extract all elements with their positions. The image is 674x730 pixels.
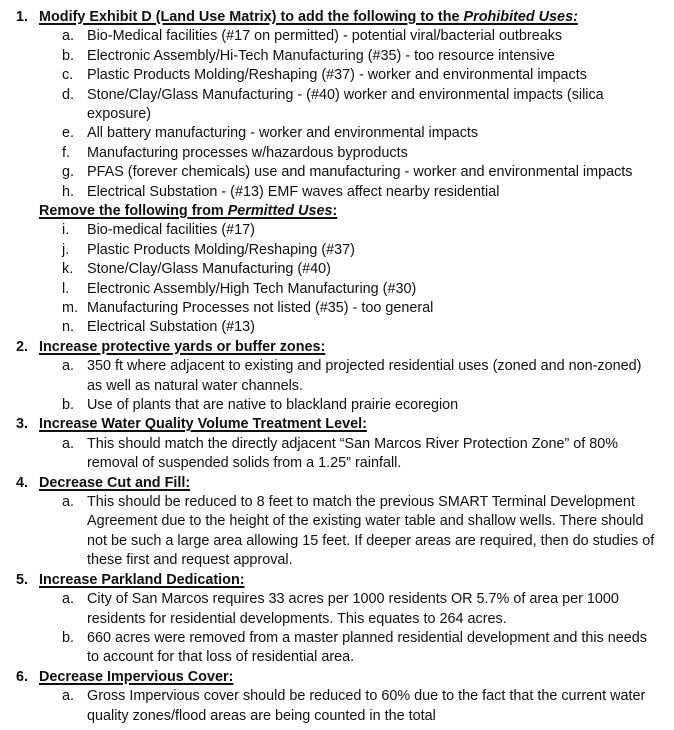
item-text: Stone/Clay/Glass Manufacturing - (#40) worker and environmental impacts (silica exposure): [87, 86, 604, 123]
subsection-heading: [0, 202, 674, 221]
list-item: [0, 260, 674, 279]
section-heading: [0, 474, 674, 493]
section-heading: [0, 415, 674, 434]
item-text: All battery manufacturing - worker and environmental impacts: [87, 125, 479, 142]
list-item: [0, 86, 674, 125]
section-heading: [0, 338, 674, 357]
list-item: [0, 27, 674, 46]
item-text: Electrical Substation - (#13) EMF waves affect nearby residential: [87, 183, 500, 200]
list-item: [0, 241, 674, 260]
list-item: [0, 144, 674, 163]
list-item: [0, 396, 674, 415]
item-text: Plastic Products Molding/Reshaping (#37) - worker and environmental impacts: [87, 67, 587, 84]
section-title: Increase protective yards or buffer zones:: [39, 338, 326, 355]
section-number: 4.: [16, 474, 29, 491]
item-label: k.: [62, 261, 74, 278]
section-title: [39, 8, 578, 27]
section-4: [0, 474, 674, 571]
item-label: h.: [62, 183, 75, 200]
item-label: a.: [62, 358, 75, 375]
list-item: [0, 163, 674, 182]
section-6: [0, 668, 674, 726]
item-label: d.: [62, 86, 75, 103]
item-label: a.: [62, 435, 75, 452]
item-label: f.: [62, 144, 70, 161]
subsection-title-italic: Permitted Uses: [227, 203, 333, 220]
item-text: Electrical Substation (#13): [87, 319, 255, 336]
item-text: Manufacturing Processes not listed (#35) - too general: [87, 300, 434, 317]
section-number: 2.: [16, 338, 29, 355]
section-number: 3.: [16, 416, 29, 433]
item-text: Manufacturing processes w/hazardous byproducts: [87, 144, 408, 161]
item-label: a.: [62, 28, 75, 45]
section-title-italic: Prohibited Uses:: [463, 9, 578, 25]
item-label: a.: [62, 688, 75, 705]
list-item: [0, 280, 674, 299]
item-text: 350 ft where adjacent to existing and projected residential uses (zoned and non-zoned) as well as natural water channels.: [87, 358, 642, 394]
item-text: Gross Impervious cover should be reduced to 60% due to the fact that the current water quality zones/flood areas are being counted in the total: [87, 688, 646, 724]
item-text: Plastic Products Molding/Reshaping (#37): [87, 241, 355, 258]
section-2: [0, 338, 674, 416]
subsection-title-suffix: :: [332, 203, 338, 220]
item-text: 660 acres were removed from a master planned residential development and this needs to account for that loss of residential area.: [87, 629, 647, 666]
list-item: [0, 590, 674, 629]
item-label: e.: [62, 125, 75, 142]
item-label: b.: [62, 629, 75, 646]
subsection-title-text: Remove the following from: [39, 203, 228, 220]
item-label: g.: [62, 164, 75, 181]
list-item: [0, 493, 674, 571]
list-item: [0, 124, 674, 143]
list-item: [0, 357, 674, 396]
section-number: 1.: [16, 9, 29, 25]
item-label: n.: [62, 319, 75, 336]
list-item: [0, 221, 674, 240]
section-title: Decrease Impervious Cover:: [39, 668, 234, 685]
section-title: Increase Water Quality Volume Treatment Level:: [39, 416, 367, 433]
list-item: [0, 66, 674, 85]
item-label: l.: [62, 280, 70, 297]
item-text: Bio-Medical facilities (#17 on permitted) - potential viral/bacterial outbreaks: [87, 28, 563, 45]
section-heading: [0, 8, 674, 27]
list-item: [0, 435, 674, 474]
item-label: a.: [62, 591, 75, 608]
item-label: i.: [62, 222, 70, 239]
item-label: b.: [62, 397, 75, 414]
section-title: Decrease Cut and Fill:: [39, 474, 191, 491]
item-label: a.: [62, 494, 75, 511]
item-label: b.: [62, 47, 75, 64]
item-text: Use of plants that are native to blackland prairie ecoregion: [87, 397, 459, 414]
list-item: [0, 47, 674, 66]
section-title-text: Modify Exhibit D (Land Use Matrix) to add the following to the: [39, 9, 464, 25]
item-label: j.: [62, 241, 70, 258]
list-item: [0, 299, 674, 318]
item-text: City of San Marcos requires 33 acres per 1000 residents OR 5.7% of area per 1000 residents for residential developments. This equates to 264 acres.: [87, 591, 619, 627]
list-item: [0, 687, 674, 726]
item-text: Electronic Assembly/Hi-Tech Manufacturing (#35) - too resource intensive: [87, 47, 555, 64]
list-item: [0, 318, 674, 337]
subsection-title: [39, 202, 337, 221]
item-label: c.: [62, 67, 74, 84]
list-item: [0, 629, 674, 668]
section-title: Increase Parkland Dedication:: [39, 571, 245, 588]
item-text: This should match the directly adjacent “San Marcos River Protection Zone” of 80% removal of suspended solids from a 1.25” rainfall.: [87, 435, 619, 472]
item-text: PFAS (forever chemicals) use and manufacturing - worker and environmental impacts: [87, 164, 633, 181]
section-number: 5.: [16, 571, 29, 588]
item-text: This should be reduced to 8 feet to match the previous SMART Terminal Development Agreement due to the height of the existing water table and shallow wells. There should not be such a large area allowing 15 feet. If deeper areas are required, then do studies of these first and request approval.: [87, 494, 655, 569]
item-text: Stone/Clay/Glass Manufacturing (#40): [87, 261, 331, 278]
section-heading: [0, 571, 674, 590]
section-5: [0, 571, 674, 668]
list-item: [0, 183, 674, 202]
section-3: [0, 415, 674, 473]
section-heading: [0, 668, 674, 687]
section-number: 6.: [16, 668, 29, 685]
item-text: Bio-medical facilities (#17): [87, 222, 255, 239]
item-text: Electronic Assembly/High Tech Manufacturing (#30): [87, 280, 417, 297]
document-body: [0, 8, 674, 726]
section-1: [0, 8, 674, 338]
item-label: m.: [62, 300, 78, 317]
